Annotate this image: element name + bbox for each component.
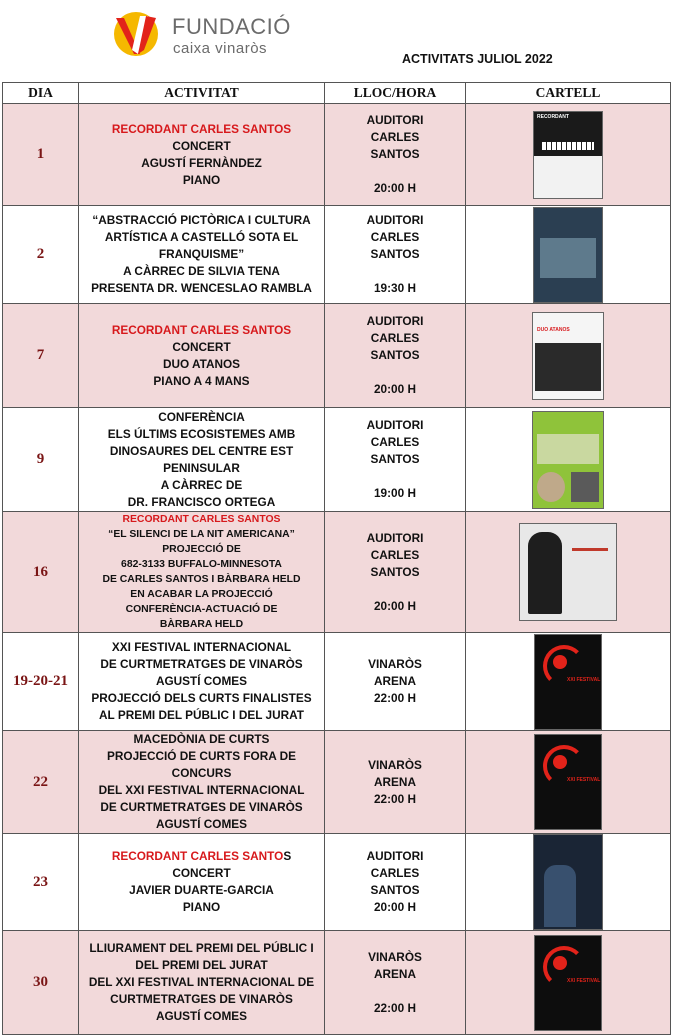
activity-line: DUO ATANOS <box>162 356 241 371</box>
activity-line: CONFERÈNCIA <box>158 409 245 424</box>
poster-image <box>533 207 603 303</box>
column-header-day: DIA <box>3 83 79 104</box>
column-header-location: LLOC/HORA <box>325 83 466 104</box>
fossil-icon <box>537 472 565 502</box>
time-label: 22:00 H <box>374 791 416 806</box>
activity-cell <box>79 834 325 931</box>
activity-cell <box>79 104 325 206</box>
activity-line: ARTÍSTICA A CASTELLÓ SOTA EL <box>104 230 299 244</box>
poster-accent <box>572 548 608 551</box>
location-line: ARENA <box>374 674 416 688</box>
activity-line: FRANQUISME” <box>158 247 245 261</box>
location-line: AUDITORI <box>366 314 424 328</box>
festival-dot-icon <box>553 755 567 769</box>
activity-line: DINOSAURES DEL CENTRE EST <box>109 443 294 458</box>
activity-line: RECORDANT CARLES SANTOS <box>122 514 281 525</box>
location-cell <box>325 633 466 731</box>
activity-line: PROJECCIÓ DELS CURTS FINALISTES <box>91 691 312 705</box>
table-row <box>3 408 671 512</box>
day-cell: 7 <box>3 304 79 408</box>
poster-image <box>532 411 604 509</box>
location-line: CARLES <box>370 866 420 880</box>
location-line: CARLES <box>370 130 420 144</box>
fundacio-logo-icon <box>110 10 164 58</box>
time-label: 20:00 H <box>374 900 416 914</box>
table-row <box>3 304 671 408</box>
activity-line: CONCERT <box>172 339 231 354</box>
column-header-activity: ACTIVITAT <box>79 83 325 104</box>
activity-line: “ABSTRACCIÓ PICTÒRICA I CULTURA <box>92 213 311 227</box>
location-line <box>325 163 465 180</box>
poster-cell <box>466 104 671 206</box>
location-cell <box>325 731 466 834</box>
location-line <box>325 364 465 381</box>
document-title: ACTIVITATS JULIOL 2022 <box>402 52 553 66</box>
poster-cell <box>466 731 671 834</box>
day-cell: 22 <box>3 731 79 834</box>
poster-caption: XXI FESTIVAL <box>567 977 601 984</box>
poster-photo <box>537 434 599 464</box>
activity-cell <box>79 408 325 512</box>
activity-line: PIANO <box>182 172 221 187</box>
activity-cell <box>79 304 325 408</box>
location-line: AUDITORI <box>366 418 424 432</box>
activity-line: PRESENTA DR. WENCESLAO RAMBLA <box>91 281 312 295</box>
logo <box>110 10 291 60</box>
location-line <box>325 468 465 485</box>
location-cell <box>325 304 466 408</box>
day-cell: 1 <box>3 104 79 206</box>
location-line: SANTOS <box>370 348 420 362</box>
activity-line: “EL SILENCI DE LA NIT AMERICANA” <box>108 529 295 540</box>
activity-line: CURTMETRATGES DE VINARÒS <box>110 992 293 1006</box>
poster-cell <box>466 512 671 633</box>
time-label: 20:00 H <box>374 382 416 396</box>
activity-line: LLIURAMENT DEL PREMI DEL PÚBLIC I <box>89 941 314 955</box>
table-row <box>3 512 671 633</box>
day-cell: 23 <box>3 834 79 931</box>
activity-line: A CÀRREC DE SILVIA TENA <box>123 264 280 278</box>
location-cell <box>325 931 466 1035</box>
location-line: CARLES <box>370 547 420 562</box>
activity-line: AGUSTÍ COMES <box>155 674 248 688</box>
location-cell <box>325 408 466 512</box>
poster-image <box>534 935 602 1031</box>
activity-line: JAVIER DUARTE-GARCIA <box>129 883 274 897</box>
activity-line: DEL PREMI DEL JURAT <box>135 958 268 972</box>
activity-line: PROJECCIÓ DE <box>162 544 241 555</box>
time-label: 22:00 H <box>374 1000 416 1015</box>
location-line: SANTOS <box>370 247 420 261</box>
activity-line: DE CURTMETRATGES DE VINARÒS <box>100 657 303 671</box>
activity-cell <box>79 206 325 304</box>
activity-suffix: S <box>283 849 292 863</box>
day-cell: 19-20-21 <box>3 633 79 731</box>
poster-cell <box>466 931 671 1035</box>
activities-table <box>2 82 671 1035</box>
time-label: 20:00 H <box>374 598 416 613</box>
day-cell: 9 <box>3 408 79 512</box>
location-line: CARLES <box>370 435 420 449</box>
poster-image <box>533 111 603 199</box>
time-label: 20:00 H <box>374 181 416 195</box>
poster-image <box>519 523 617 621</box>
location-line: VINARÒS <box>368 949 422 964</box>
pianist-photo <box>544 865 576 927</box>
location-line: ARENA <box>374 774 416 789</box>
location-line: VINARÒS <box>368 757 422 772</box>
poster-image <box>534 734 602 830</box>
location-cell <box>325 104 466 206</box>
time-label: 22:00 H <box>374 691 416 705</box>
logo-title: FUNDACIÓ <box>172 14 291 39</box>
poster-cell <box>466 834 671 931</box>
location-line <box>325 581 465 598</box>
activity-cell <box>79 633 325 731</box>
table-row <box>3 731 671 834</box>
activity-cell <box>79 931 325 1035</box>
activity-line: EN ACABAR LA PROJECCIÓ <box>130 589 273 600</box>
activity-line: ELS ÚLTIMS ECOSISTEMES AMB <box>107 426 296 441</box>
location-cell <box>325 206 466 304</box>
activity-line: CONCERT <box>172 138 231 153</box>
activity-line: DR. FRANCISCO ORTEGA <box>127 494 276 509</box>
table-row <box>3 206 671 304</box>
activity-line: XXI FESTIVAL INTERNACIONAL <box>111 640 292 654</box>
activity-line: AGUSTÍ FERNÀNDEZ <box>141 155 262 170</box>
time-label: 19:00 H <box>374 486 416 500</box>
poster-caption: XXI FESTIVAL <box>567 676 601 683</box>
time-label: 19:30 H <box>374 281 416 295</box>
activity-line: CONFERÈNCIA-ACTUACIÓ DE <box>125 604 278 615</box>
poster-cell <box>466 206 671 304</box>
table-row <box>3 834 671 931</box>
festival-dot-icon <box>553 956 567 970</box>
location-line: SANTOS <box>370 147 420 161</box>
activity-line: MACEDÒNIA DE CURTS <box>133 732 270 746</box>
activity-line: AGUSTÍ COMES <box>155 817 248 831</box>
location-line: AUDITORI <box>366 113 424 127</box>
table-header-row <box>3 83 671 104</box>
day-cell: 16 <box>3 512 79 633</box>
poster-cell <box>466 304 671 408</box>
day-cell: 30 <box>3 931 79 1035</box>
activity-line: RECORDANT CARLES SANTOS <box>111 121 292 136</box>
activity-line: CONCERT <box>172 866 231 880</box>
location-line: AUDITORI <box>366 849 424 863</box>
performer-photo <box>528 532 562 614</box>
location-line: CARLES <box>370 230 420 244</box>
activity-line: RECORDANT CARLES SANTOS <box>111 322 292 337</box>
poster-cell <box>466 633 671 731</box>
poster-photo <box>535 343 601 391</box>
poster-caption: DUO ATANOS <box>537 326 570 333</box>
activity-line: BÀRBARA HELD <box>159 619 244 630</box>
activity-line: PIANO A 4 MANS <box>153 373 250 388</box>
location-line: AUDITORI <box>366 213 424 227</box>
activity-line: A CÀRREC DE <box>160 477 243 492</box>
table-row <box>3 104 671 206</box>
activity-line: PENINSULAR <box>163 460 240 475</box>
location-line <box>325 263 465 280</box>
location-line: SANTOS <box>370 564 420 579</box>
location-line: SANTOS <box>370 452 420 466</box>
activity-line: DE CARLES SANTOS I BÀRBARA HELD <box>102 574 301 585</box>
festival-dot-icon <box>553 655 567 669</box>
column-header-poster: CARTELL <box>466 83 671 104</box>
activity-line: PROJECCIÓ DE CURTS FORA DE CONCURS <box>107 749 296 780</box>
location-line <box>325 983 465 1000</box>
activity-cell <box>79 512 325 633</box>
activity-line: 682-3133 BUFFALO-MINNESOTA <box>121 559 282 570</box>
day-cell: 2 <box>3 206 79 304</box>
location-line: ARENA <box>374 966 416 981</box>
activity-line: DE CURTMETRATGES DE VINARÒS <box>100 800 303 814</box>
activity-line: DEL XXI FESTIVAL INTERNACIONAL <box>98 783 305 797</box>
location-line: AUDITORI <box>366 530 424 545</box>
poster-image <box>534 634 602 730</box>
location-line: SANTOS <box>370 883 420 897</box>
logo-subtitle: caixa vinaròs <box>173 40 268 57</box>
activity-cell <box>79 731 325 834</box>
piano-keys-icon <box>542 142 594 150</box>
location-line: CARLES <box>370 331 420 345</box>
poster-image <box>532 312 604 400</box>
activity-line: AGUSTÍ COMES <box>155 1009 248 1023</box>
poster-caption: RECORDANT <box>537 113 569 120</box>
table-row <box>3 633 671 731</box>
poster-image <box>533 834 603 930</box>
table-row <box>3 931 671 1035</box>
poster-cell <box>466 408 671 512</box>
poster-artwork <box>540 238 596 278</box>
activity-highlight: RECORDANT CARLES SANTO <box>111 849 284 863</box>
activity-line: PIANO <box>182 900 221 914</box>
speaker-photo <box>571 472 599 502</box>
poster-caption: XXI FESTIVAL <box>567 777 601 783</box>
activity-line <box>79 848 324 865</box>
location-cell <box>325 834 466 931</box>
activity-line: DEL XXI FESTIVAL INTERNACIONAL DE <box>88 975 315 989</box>
location-line: VINARÒS <box>368 657 422 671</box>
location-cell <box>325 512 466 633</box>
activity-line: AL PREMI DEL PÚBLIC I DEL JURAT <box>99 708 304 722</box>
